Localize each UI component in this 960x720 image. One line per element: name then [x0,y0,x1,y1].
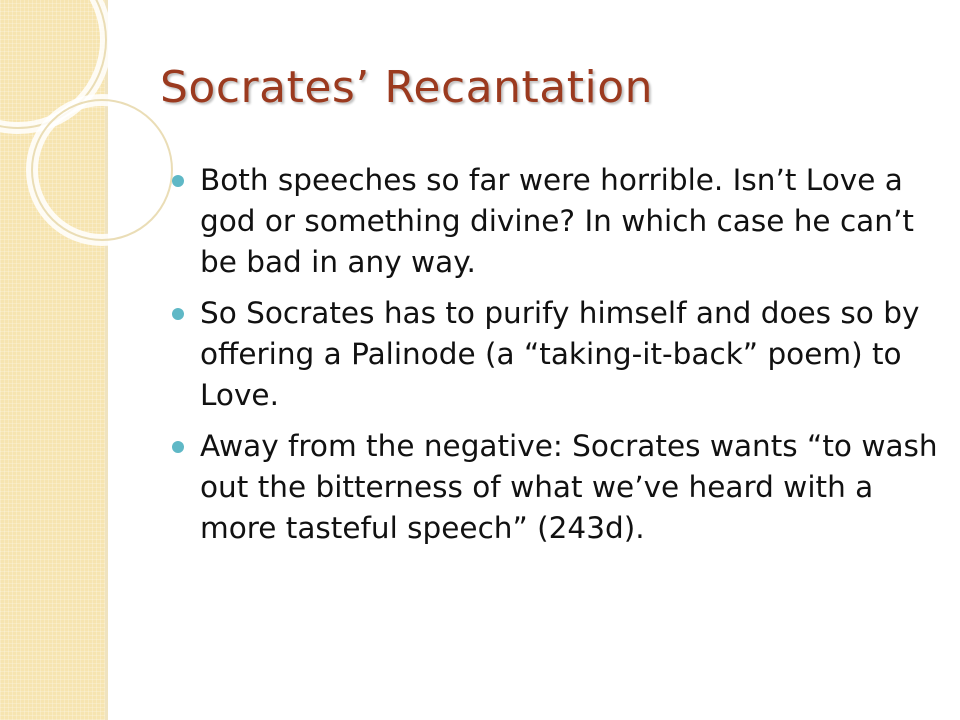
bullet-item [172,160,942,283]
decorative-ring-outer [0,0,106,128]
bullet-dot-icon [172,175,184,187]
bullet-text: Both speeches so far were horrible. Isn’t Love a god or something divine? In which case he can’t be bad in any way. [200,163,914,279]
bullet-text: Away from the negative: Socrates wants “to wash out the bitterness of what we’ve heard with a more tasteful speech” (243d). [200,429,938,545]
bullet-dot-icon [172,308,184,320]
decorative-ring-inner-edge [32,100,172,240]
decorative-ring-outer-edge [0,0,106,128]
bullet-list [172,160,942,559]
bullet-item [172,426,942,549]
bullet-item [172,293,942,416]
slide-title: Socrates’ Recantation [160,62,654,113]
decorative-rings [0,0,200,260]
bullet-dot-icon [172,441,184,453]
bullet-text: So Socrates has to purify himself and does so by offering a Palinode (a “taking-it-back” poem) to Love. [200,296,920,412]
